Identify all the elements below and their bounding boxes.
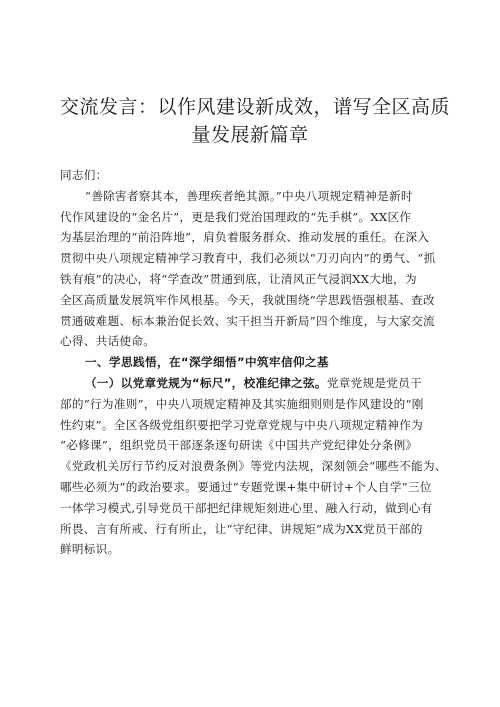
subsection-heading: （一）以党章党规为“标尺”，校准纪律之弦。	[85, 375, 327, 390]
subsection-line: “必修课”，组织党员干部逐条逐句研读《中国共产党纪律处分条例》	[60, 438, 418, 453]
intro-line: 铁有痕”的决心，将“学查改”贯通到底，让清风正气浸润XX大地，为	[60, 271, 417, 286]
subsection-line: 所畏、言有所戒、行有所止，让“守纪律、讲规矩”成为XX党员干部的	[60, 521, 423, 536]
subsection-line: 哪些必须为”的政治要求。要通过“专题党课+集中研讨+个人自学”三位	[60, 479, 432, 494]
subsection-paragraph	[60, 373, 445, 560]
intro-line: 全区高质量发展筑牢作风根基。今天，我就围绕“学思践悟强根基、查改	[60, 292, 435, 307]
document-title	[60, 93, 451, 149]
title-line-1: 交流发言：以作风建设新成效，谱写全区高质	[60, 96, 451, 118]
salutation: 同志们：	[60, 168, 108, 182]
document-body	[60, 165, 445, 560]
intro-line: 为基层治理的“前沿阵地”，肩负着服务群众、推动发展的重任。在深入	[60, 230, 430, 245]
subsection-line: 一体学习模式,引导党员干部把纪律规矩刻进心里、融入行动，做到心有	[60, 500, 433, 515]
intro-line: 心得、共话使命。	[60, 334, 156, 349]
subsection-line: 部的“行为准则”，中央八项规定精神及其实施细则则是作风建设的“刚	[60, 396, 424, 411]
intro-line: 贯通破难题、标本兼治促长效、实干担当开新局”四个维度，与大家交流	[60, 313, 435, 328]
subsection-line: 性约束”。全区各级党组织要把学习党章党规与中央八项规定精神作为	[60, 417, 424, 432]
subsection-line: 《党政机关厉行节约反对浪费条例》等党内法规，深刻领会“哪些不能为、	[60, 459, 447, 474]
intro-line: 贯彻中央八项规定精神学习教育中，我们必须以“刀刃向内”的勇气、“抓	[60, 251, 436, 266]
intro-line: 代作风建设的“金名片”，更是我们党治国理政的“先手棋”。XX区作	[60, 209, 412, 224]
intro-paragraph	[60, 186, 445, 352]
subsection-line: 鲜明标识。	[60, 542, 120, 557]
title-line-2: 量发展新篇章	[191, 124, 309, 146]
subsection-text: 党章党规是党员干	[326, 375, 422, 390]
subsection-first-line	[60, 373, 445, 394]
section-heading: 一、学思践悟，在“深学细悟”中筑牢信仰之基	[85, 355, 329, 370]
intro-line: “善除害者察其本，善理疾者绝其源。”中央八项规定精神是新时	[85, 188, 413, 203]
